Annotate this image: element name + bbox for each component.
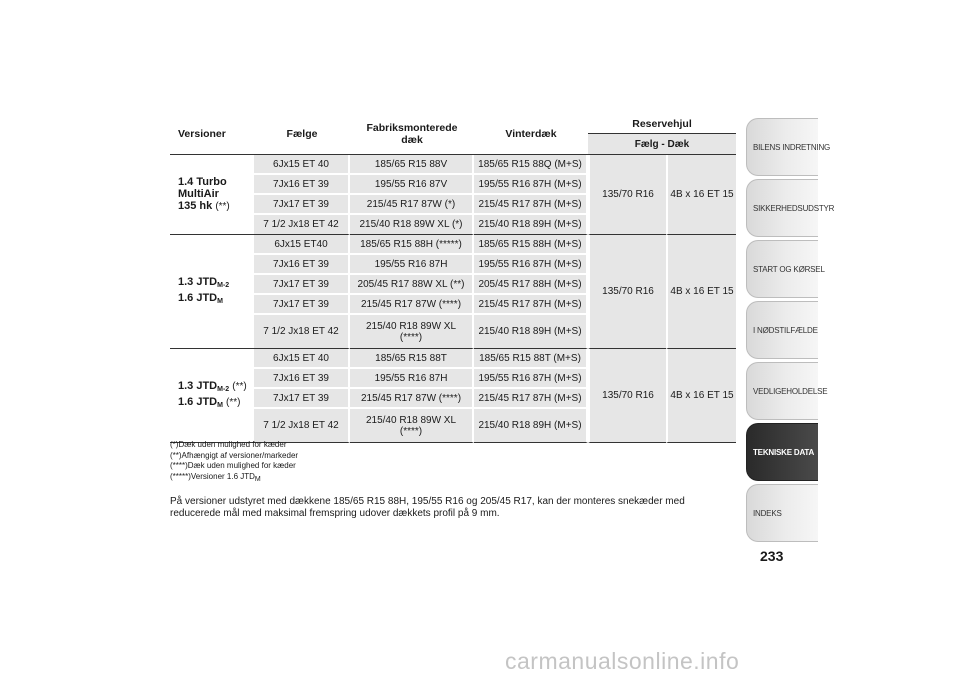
footnote: (*)Dæk uden mulighed for kæder	[170, 440, 287, 449]
rim-cell: 6Jx15 ET40	[254, 235, 350, 255]
factory-tyre-cell: 215/45 R17 87W (****)	[350, 295, 474, 315]
table-row	[170, 349, 736, 369]
rim-cell: 7 1/2 Jx18 ET 42	[254, 215, 350, 235]
factory-tyre-cell: 195/55 R16 87H	[350, 369, 474, 389]
rim-cell: 7Jx17 ET 39	[254, 275, 350, 295]
rim-cell: 7Jx16 ET 39	[254, 175, 350, 195]
rim-cell: 7Jx16 ET 39	[254, 255, 350, 275]
winter-tyre-cell: 185/65 R15 88Q (M+S)	[474, 155, 588, 175]
winter-tyre-cell: 185/65 R15 88T (M+S)	[474, 349, 588, 369]
winter-tyre-cell: 195/55 R16 87H (M+S)	[474, 369, 588, 389]
factory-tyre-line: 215/40 R18 89W XL	[365, 414, 457, 426]
winter-tyre-cell: 205/45 R17 88H (M+S)	[474, 275, 588, 295]
winter-tyre-cell: 195/55 R16 87H (M+S)	[474, 175, 588, 195]
footnote: (****)Dæk uden mulighed for kæder	[170, 461, 296, 470]
footnote: (*****)Versioner 1.6 $JTD_M$	[170, 471, 261, 483]
factory-tyre-cell	[350, 409, 474, 443]
version-line: MultiAir	[178, 188, 219, 200]
factory-tyre-cell: 185/65 R15 88V	[350, 155, 474, 175]
factory-tyre-cell: 195/55 R16 87V	[350, 175, 474, 195]
header-spare-rim-tyre: Fælg - Dæk	[588, 134, 736, 155]
winter-tyre-cell: 185/65 R15 88H (M+S)	[474, 235, 588, 255]
winter-tyre-cell: 215/45 R17 87H (M+S)	[474, 295, 588, 315]
version-label-jtd	[170, 235, 254, 349]
rim-cell: 7Jx17 ET 39	[254, 389, 350, 409]
header-versions: Versioner	[170, 114, 254, 155]
spare-tyre-cell: 4B x 16 ET 15	[666, 349, 736, 443]
factory-tyre-cell: 215/45 R17 87W (****)	[350, 389, 474, 409]
page-number: 233	[760, 548, 784, 564]
chapter-tabs	[746, 118, 835, 545]
tab-start-og-korsel[interactable]: START OG KØRSEL	[746, 240, 818, 298]
version-line: 1.4 Turbo	[178, 176, 227, 188]
version-line: 1.6 $JTD_M$ (**)	[178, 395, 241, 409]
tyre-specification-table	[170, 114, 736, 443]
rim-cell: 7 1/2 Jx18 ET 42	[254, 315, 350, 349]
spare-rim-cell: 135/70 R16	[588, 155, 666, 235]
tab-bilens-indretning[interactable]: BILENS INDRETNING	[746, 118, 818, 176]
rim-cell: 6Jx15 ET 40	[254, 155, 350, 175]
rim-cell: 7Jx16 ET 39	[254, 369, 350, 389]
header-rim: Fælge	[254, 114, 350, 155]
tab-tekniske-data[interactable]: TEKNISKE DATA	[746, 423, 818, 481]
rim-cell: 7Jx17 ET 39	[254, 295, 350, 315]
tab-sikkerhedsudstyr[interactable]: SIKKERHEDSUDSTYR	[746, 179, 818, 237]
spare-rim-cell: 135/70 R16	[588, 349, 666, 443]
version-label-jtd-market	[170, 349, 254, 443]
spare-tyre-cell: 4B x 16 ET 15	[666, 155, 736, 235]
factory-tyre-cell: 215/40 R18 89W XL (*)	[350, 215, 474, 235]
factory-tyre-cell	[350, 315, 474, 349]
table-row	[170, 155, 736, 175]
header-winter-tyres: Vinterdæk	[474, 114, 588, 155]
winter-tyre-cell: 215/40 R18 89H (M+S)	[474, 409, 588, 443]
winter-tyre-cell: 215/45 R17 87H (M+S)	[474, 389, 588, 409]
winter-tyre-cell: 215/40 R18 89H (M+S)	[474, 315, 588, 349]
watermark: carmanualsonline.info	[505, 648, 740, 674]
rim-cell: 7Jx17 ET 39	[254, 195, 350, 215]
tab-vedligeholdelse[interactable]: VEDLIGEHOLDELSE	[746, 362, 818, 420]
rim-cell: 6Jx15 ET 40	[254, 349, 350, 369]
version-line: 1.3 $JTD_{M-2}$	[178, 275, 230, 289]
header-factory-tyres: Fabriksmonterede dæk	[350, 114, 474, 155]
factory-tyre-cell: 195/55 R16 87H	[350, 255, 474, 275]
version-label-1-4-turbo	[170, 155, 254, 235]
spare-rim-cell: 135/70 R16	[588, 235, 666, 349]
tab-i-nodstilfaelde[interactable]: I NØDSTILFÆLDE	[746, 301, 818, 359]
version-line: 135 hk (**)	[178, 200, 230, 212]
factory-tyre-line: (****)	[399, 331, 423, 343]
rim-cell: 7 1/2 Jx18 ET 42	[254, 409, 350, 443]
table-row	[170, 235, 736, 255]
version-line: 1.6 $JTD_M$	[178, 291, 223, 305]
factory-tyre-cell: 185/65 R15 88H (*****)	[350, 235, 474, 255]
factory-tyre-line: 215/40 R18 89W XL	[365, 320, 457, 332]
spare-tyre-cell: 4B x 16 ET 15	[666, 235, 736, 349]
version-line: 1.3 $JTD_{M-2}$ (**)	[178, 379, 247, 393]
winter-tyre-cell: 215/45 R17 87H (M+S)	[474, 195, 588, 215]
tab-indeks[interactable]: INDEKS	[746, 484, 818, 542]
footnotes	[170, 440, 298, 485]
factory-tyre-cell: 215/45 R17 87W (*)	[350, 195, 474, 215]
factory-tyre-line: (****)	[399, 425, 423, 437]
snow-chain-note: På versioner udstyret med dækkene 185/65 R15 88H, 195/55 R16 og 205/45 R17, kan der monteres snekæder med reducerede mål med maksimal fremspring udover dækkets profil på 9 mm.	[170, 496, 685, 519]
header-spare-wheel: Reservehjul	[588, 114, 736, 134]
winter-tyre-cell: 215/40 R18 89H (M+S)	[474, 215, 588, 235]
footnote: (**)Afhængigt af versioner/markeder	[170, 450, 299, 460]
winter-tyre-cell: 195/55 R16 87H (M+S)	[474, 255, 588, 275]
factory-tyre-cell: 205/45 R17 88W XL (**)	[350, 275, 474, 295]
factory-tyre-cell: 185/65 R15 88T	[350, 349, 474, 369]
